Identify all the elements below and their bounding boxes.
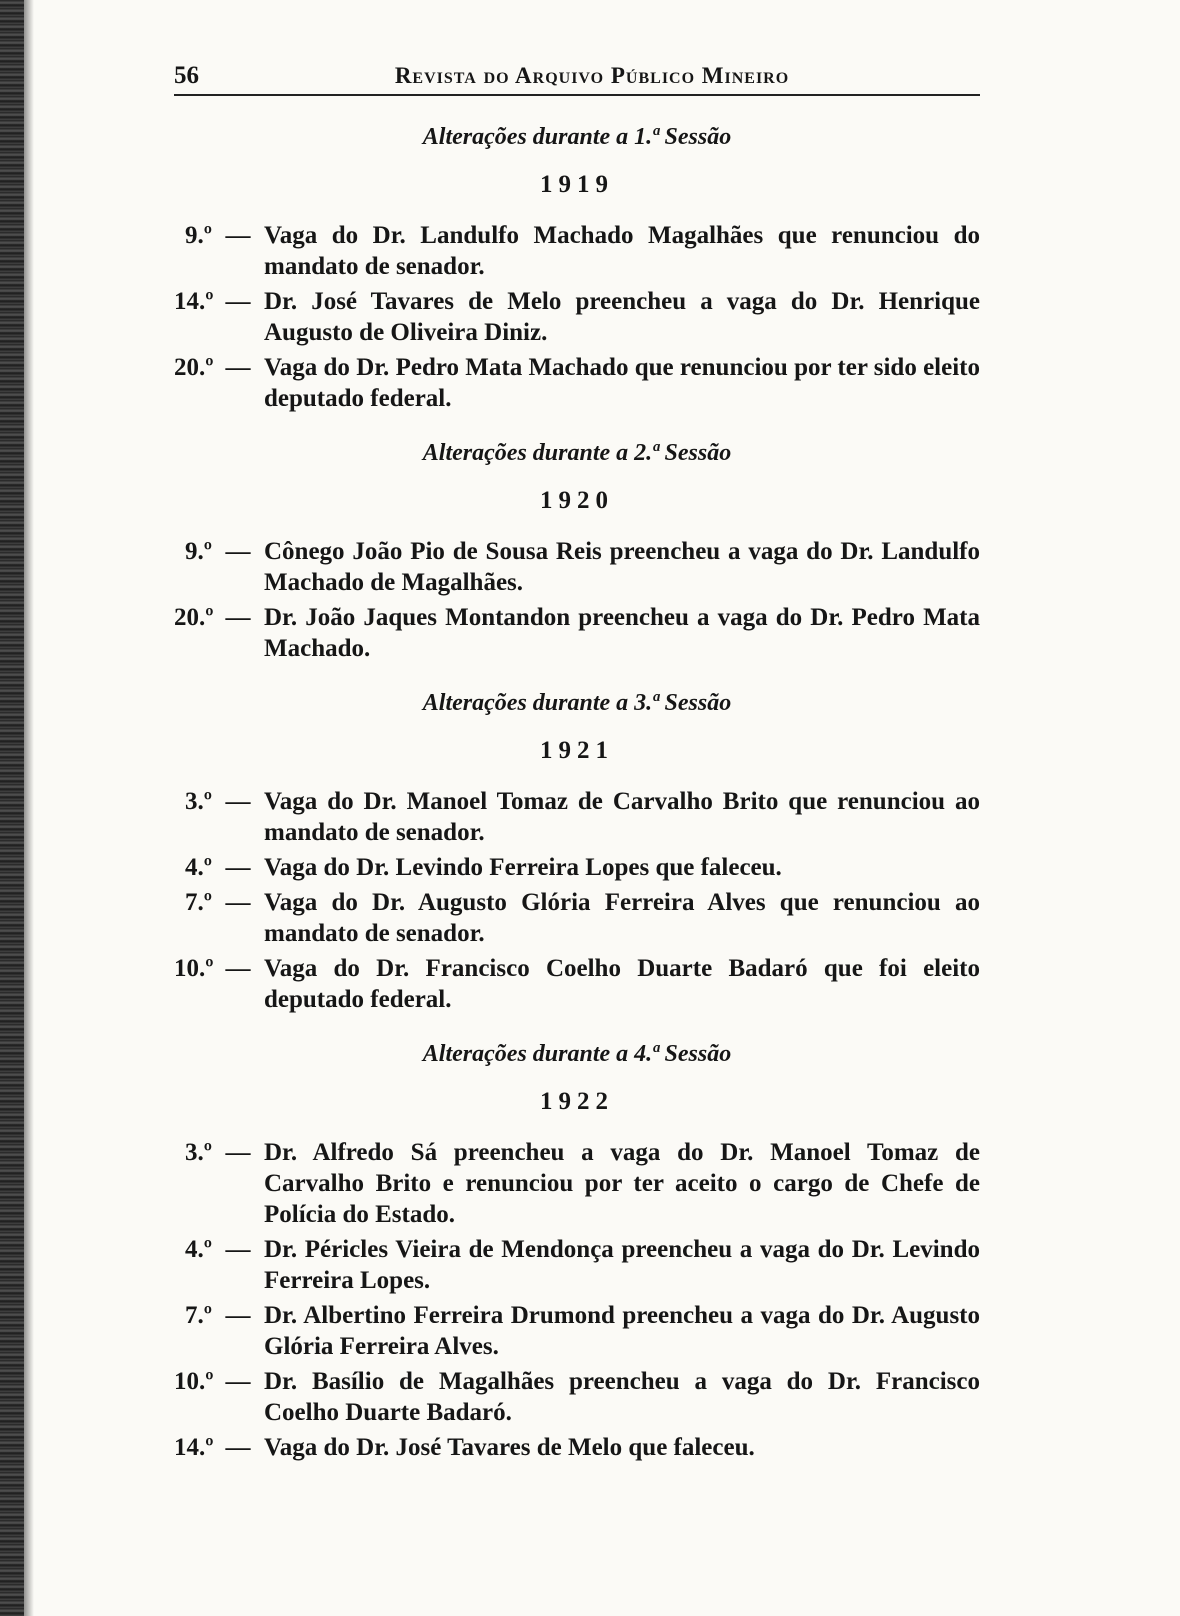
book-binding-edge [0, 0, 24, 1616]
entry-day: 3.º [184, 788, 212, 815]
session-section [174, 122, 980, 414]
list-item [174, 887, 980, 949]
entry-dash: — [225, 1302, 251, 1329]
entry-day: 14.º [174, 288, 214, 315]
entry-text: Dr. Albertino Ferreira Drumond preencheu a vaga do Dr. Augusto Glória Ferreira Alves. [264, 1302, 980, 1360]
entry-text: Vaga do Dr. Augusto Glória Ferreira Alves que renunciou ao mandato de senador. [264, 889, 980, 947]
entry-day: 9.º [184, 222, 212, 249]
entry-text: Vaga do Dr. Levindo Ferreira Lopes que faleceu. [264, 854, 782, 881]
entry-dash: — [225, 889, 251, 916]
entry-dash: — [225, 222, 251, 249]
entry-dash: — [225, 788, 251, 815]
entry-dash: — [225, 288, 251, 315]
entry-day: 20.º [174, 604, 214, 631]
list-item [174, 852, 980, 883]
entry-text: Vaga do Dr. Pedro Mata Machado que renunciou por ter sido eleito deputado federal. [264, 354, 980, 412]
section-year: 1921 [540, 737, 614, 764]
entry-dash: — [225, 1368, 251, 1395]
entry-text: Cônego João Pio de Sousa Reis preencheu a vaga do Dr. Landulfo Machado de Magalhães. [264, 538, 980, 596]
entry-day: 20.º [174, 354, 214, 381]
list-item [174, 1432, 980, 1463]
entry-text: Vaga do Dr. Francisco Coelho Duarte Badaró que foi eleito deputado federal. [264, 955, 980, 1013]
entry-dash: — [225, 1139, 251, 1166]
entry-text: Dr. Alfredo Sá preencheu a vaga do Dr. Manoel Tomaz de Carvalho Brito e renunciou por ter aceito o cargo de Chefe de Polícia do Estado. [264, 1139, 980, 1228]
list-item [174, 1234, 980, 1296]
page-content [174, 122, 980, 1487]
entry-day: 4.º [184, 1236, 212, 1263]
entry-dash: — [225, 604, 251, 631]
entry-text: Dr. José Tavares de Melo preencheu a vaga do Dr. Henrique Augusto de Oliveira Diniz. [264, 288, 980, 346]
list-item [174, 602, 980, 664]
list-item [174, 786, 980, 848]
section-year: 1922 [540, 1088, 614, 1115]
entry-text: Vaga do Dr. Manoel Tomaz de Carvalho Brito que renunciou ao mandato de senador. [264, 788, 980, 846]
section-year: 1919 [540, 171, 614, 198]
page-number: 56 [174, 62, 199, 89]
entry-text: Dr. Péricles Vieira de Mendonça preencheu a vaga do Dr. Levindo Ferreira Lopes. [264, 1236, 980, 1294]
entry-dash: — [225, 354, 251, 381]
session-section [174, 1039, 980, 1463]
list-item [174, 1300, 980, 1362]
session-section [174, 438, 980, 664]
entry-day: 10.º [174, 955, 214, 982]
entry-dash: — [225, 1434, 251, 1461]
section-year: 1920 [540, 487, 614, 514]
list-item [174, 1366, 980, 1428]
entry-day: 3.º [184, 1139, 212, 1166]
list-item [174, 286, 980, 348]
entry-day: 7.º [184, 889, 212, 916]
journal-title: Revista do Arquivo Público Mineiro [394, 63, 790, 88]
entry-text: Dr. João Jaques Montandon preencheu a vaga do Dr. Pedro Mata Machado. [264, 604, 980, 662]
section-heading: Alterações durante a 3.ª Sessão [422, 690, 732, 716]
running-head [174, 62, 980, 96]
entry-text: Vaga do Dr. Landulfo Machado Magalhães que renunciou do mandato de senador. [264, 222, 980, 280]
session-section [174, 688, 980, 1015]
list-item [174, 536, 980, 598]
entry-dash: — [225, 955, 251, 982]
entry-dash: — [225, 538, 251, 565]
binding-shadow [24, 0, 34, 1616]
entry-dash: — [225, 854, 251, 881]
entry-day: 9.º [184, 538, 212, 565]
entry-day: 7.º [184, 1302, 212, 1329]
list-item [174, 352, 980, 414]
list-item [174, 1137, 980, 1230]
list-item [174, 953, 980, 1015]
entry-dash: — [225, 1236, 251, 1263]
entry-text: Vaga do Dr. José Tavares de Melo que faleceu. [264, 1434, 755, 1461]
section-heading: Alterações durante a 2.ª Sessão [422, 440, 732, 466]
entry-day: 4.º [184, 854, 212, 881]
entry-day: 10.º [174, 1368, 214, 1395]
section-heading: Alterações durante a 4.ª Sessão [422, 1041, 732, 1067]
entry-day: 14.º [174, 1434, 214, 1461]
entry-text: Dr. Basílio de Magalhães preencheu a vaga do Dr. Francisco Coelho Duarte Badaró. [264, 1368, 980, 1426]
list-item [174, 220, 980, 282]
section-heading: Alterações durante a 1.ª Sessão [422, 124, 732, 150]
